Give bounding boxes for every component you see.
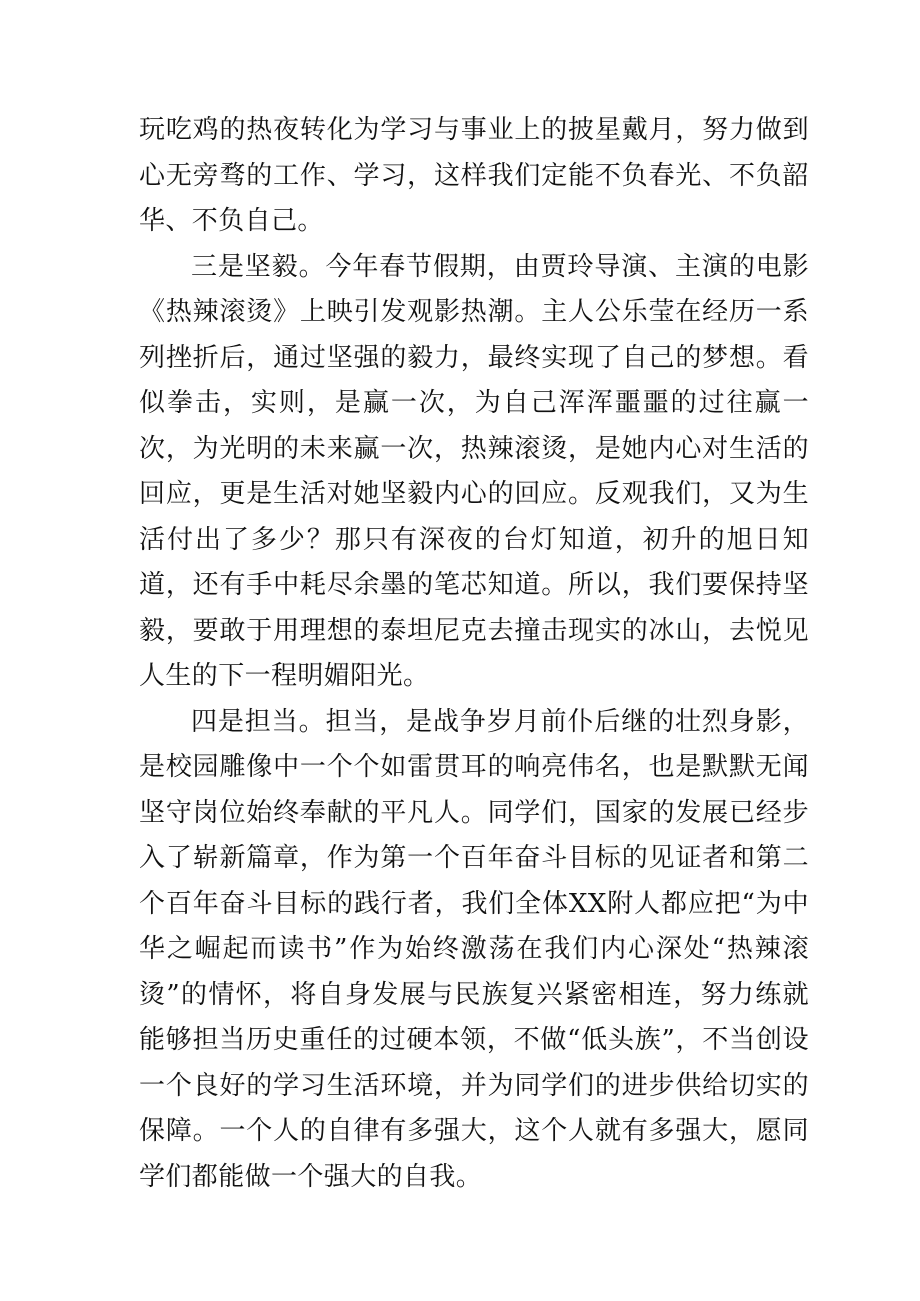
paragraph-responsibility: 四是担当。担当，是战争岁月前仆后继的壮烈身影，是校园雕像中一个个如雷贯耳的响亮伟名，也是默默无闻坚守岗位始终奉献的平凡人。同学们，国家的发展已经步入了崭新篇章，作为第一个百年奋斗目标的见证者和第二个百年奋斗目标的践行者，我们全体XX附人都应把“为中华之崛起而读书”作为始终激荡在我们内心深处“热辣滚烫”的情怀，将自身发展与民族复兴紧密相连，努力练就能够担当历史重任的过硬本领，不做“低头族”，不当创设一个良好的学习生活环境，并为同学们的进步供给切实的保障。一个人的自律有多强大，这个人就有多强大，愿同学们都能做一个强大的自我。 (139, 706, 809, 1192)
paragraph-perseverance: 三是坚毅。今年春节假期，由贾玲导演、主演的电影《热辣滚烫》上映引发观影热潮。主人公乐莹在经历一系列挫折后，通过坚强的毅力，最终实现了自己的梦想。看似拳击，实则，是赢一次，为自己浑浑噩噩的过往赢一次，为光明的未来赢一次，热辣滚烫，是她内心对生活的回应，更是生活对她坚毅内心的回应。反观我们，又为生活付出了多少？那只有深夜的台灯知道，初升的旭日知道，还有手中耗尽余墨的笔芯知道。所以，我们要保持坚毅，要敢于用理想的泰坦尼克去撞击现实的冰山，去悦见人生的下一程明媚阳光。 (139, 251, 809, 691)
paragraph-continuation: 玩吃鸡的热夜转化为学习与事业上的披星戴月，努力做到心无旁骛的工作、学习，这样我们定能不负春光、不负韶华、不负自己。 (139, 115, 809, 236)
document-body (139, 108, 809, 1200)
